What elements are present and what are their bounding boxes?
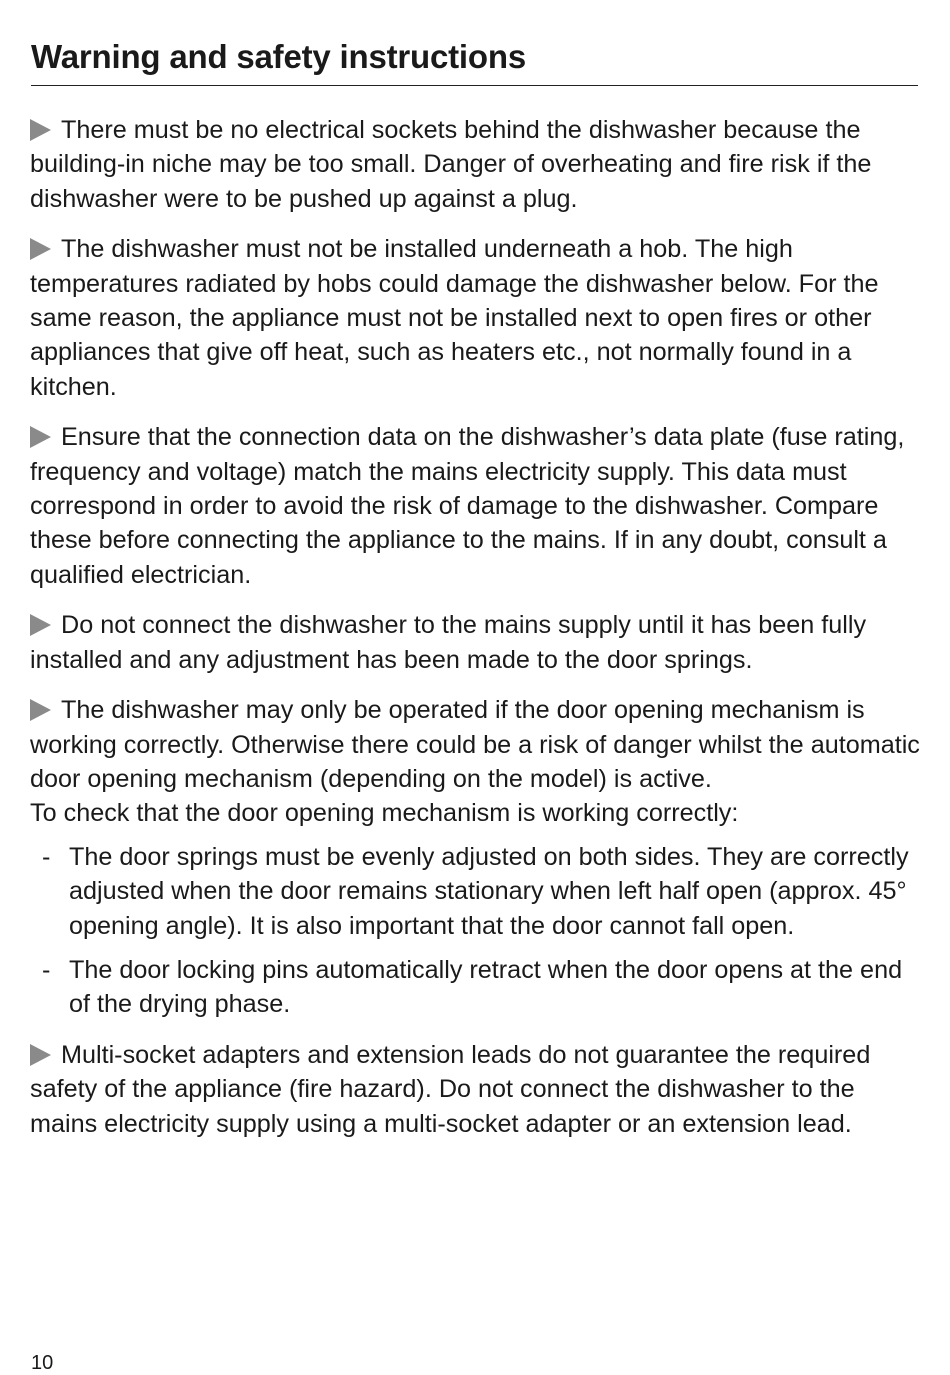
instruction-paragraph	[30, 232, 925, 404]
instruction-text: There must be no electrical sockets behind the dishwasher because the building-in niche may be too small. Danger of overheating and fire risk if the dishwasher were to be pushed up against a plug.	[30, 116, 872, 213]
bullet-arrow-icon	[30, 699, 51, 721]
safety-instructions	[30, 113, 925, 1157]
title-divider	[31, 85, 918, 86]
bullet-arrow-icon	[30, 238, 51, 260]
list-item	[30, 840, 925, 943]
instruction-paragraph	[30, 113, 925, 216]
instruction-paragraph	[30, 608, 925, 677]
page-title: Warning and safety instructions	[31, 38, 526, 75]
instruction-text: Multi-socket adapters and extension leads do not guarantee the required safety of the appliance (fire hazard). Do not connect the dishwasher to the mains electricity supply using a multi-socket adapter or an extension lead.	[30, 1040, 871, 1138]
bullet-arrow-icon	[30, 614, 51, 636]
instruction-paragraph	[30, 693, 925, 1022]
instruction-paragraph	[30, 420, 925, 592]
instruction-paragraph	[30, 1038, 925, 1141]
instruction-text: The dishwasher may only be operated if the door opening mechanism is working correctly. Otherwise there could be a risk of danger whilst the automatic door opening mechanism (depending on the model) is active.	[30, 696, 920, 793]
instruction-text: Ensure that the connection data on the dishwasher’s data plate (fuse rating, frequency and voltage) match the mains electricity supply. This data must correspond in order to avoid the risk of damage to the dishwasher. Compare these before connecting the appliance to the mains. If in any doubt, consult a qualified electrician.	[30, 423, 905, 589]
instruction-body	[30, 693, 925, 831]
list-item	[30, 953, 925, 1022]
check-intro-text: To check that the door opening mechanism is working correctly:	[30, 799, 739, 828]
instruction-text: The dishwasher must not be installed underneath a hob. The high temperatures radiated by hobs could damage the dishwasher below. For the same reason, the appliance must not be installed next to open fires or other appliances that give off heat, such as heaters etc., not normally found in a kitchen.	[30, 235, 879, 401]
instruction-text: Do not connect the dishwasher to the mains supply until it has been fully installed and any adjustment has been made to the door springs.	[30, 611, 867, 674]
bullet-arrow-icon	[30, 1044, 51, 1066]
list-item-text: The door springs must be evenly adjusted on both sides. They are correctly adjusted when the door remains stationary when left half open (approx. 45° opening angle). It is also important that the door cannot fall open.	[69, 842, 909, 940]
list-item-text: The door locking pins automatically retract when the door opens at the end of the drying phase.	[69, 955, 903, 1019]
list-dash: -	[42, 842, 51, 871]
page-number: 10	[31, 1352, 54, 1374]
bullet-arrow-icon	[30, 426, 51, 448]
bullet-arrow-icon	[30, 119, 51, 141]
check-list	[30, 840, 925, 1022]
list-dash: -	[42, 955, 51, 984]
